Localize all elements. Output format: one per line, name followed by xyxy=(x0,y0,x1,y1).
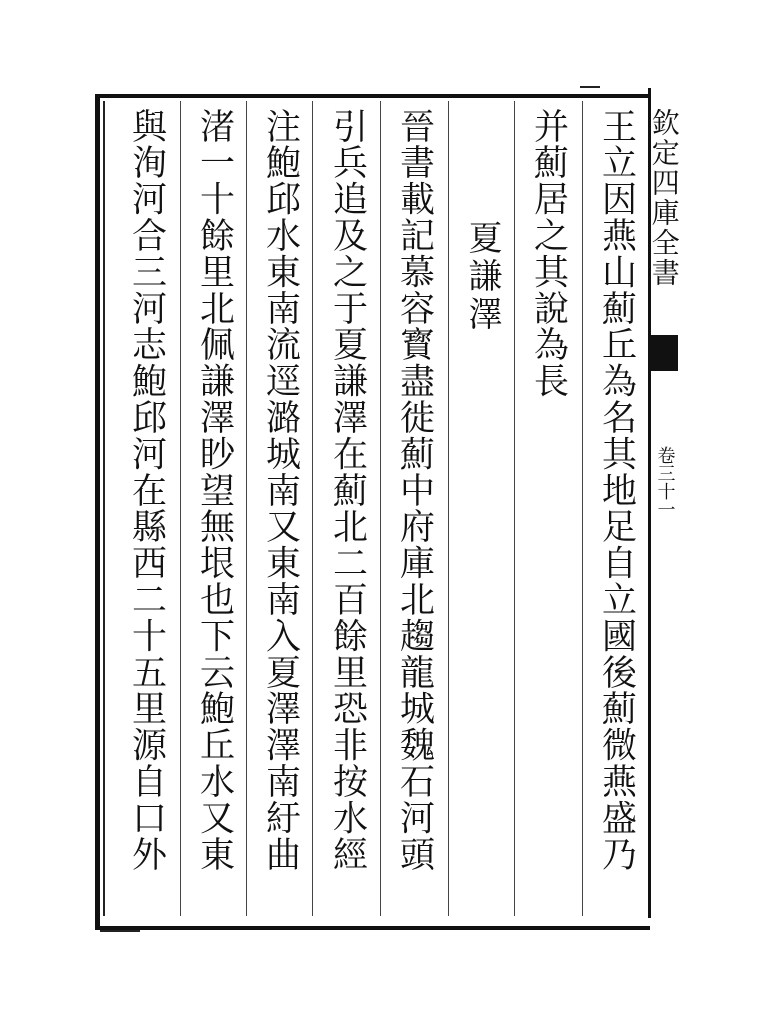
column-text: 王立因燕山薊丘為名其地足自立國後薊微燕盛乃 xyxy=(596,108,637,873)
section-heading-text: 夏謙澤 xyxy=(462,220,502,334)
column-rule xyxy=(180,101,181,916)
scan-mark xyxy=(580,86,600,88)
inner-border-line xyxy=(103,101,105,916)
text-column-4 xyxy=(389,108,439,908)
column-text: 并薊居之其說為長 xyxy=(528,108,569,400)
column-text: 引兵追及之于夏謙澤在薊北二百餘里恐非按水經 xyxy=(327,108,368,873)
margin-volume xyxy=(652,446,676,518)
margin-book-title xyxy=(647,108,681,288)
column-rule xyxy=(514,101,515,916)
scan-mark xyxy=(100,930,140,932)
margin-volume-text: 卷三十一 xyxy=(654,446,676,518)
column-text: 與洵河合三河志鮑邱河在縣西二十五里源自口外 xyxy=(126,108,167,873)
column-rule xyxy=(448,101,449,916)
section-heading xyxy=(457,220,507,334)
column-rule xyxy=(380,101,381,916)
column-text: 晉書載記慕容寳盡徙薊中府庫北趨龍城魏石河頭 xyxy=(394,108,435,873)
column-rule xyxy=(312,101,313,916)
column-rule xyxy=(246,101,247,916)
text-column-8 xyxy=(121,108,171,908)
column-rule xyxy=(582,101,583,916)
text-column-7 xyxy=(189,108,239,908)
text-column-2 xyxy=(523,108,573,908)
margin-title-text: 欽定四庫全書 xyxy=(647,108,681,288)
text-column-6 xyxy=(255,108,305,908)
column-text: 注鮑邱水東南流逕潞城南又東南入夏澤澤南紆曲 xyxy=(260,108,301,873)
margin-fishtail xyxy=(650,335,678,371)
column-text: 渚一十餘里北佩謙澤眇望無垠也下云鮑丘水又東 xyxy=(194,108,235,873)
text-column-1 xyxy=(591,108,641,908)
text-column-5 xyxy=(322,108,372,908)
